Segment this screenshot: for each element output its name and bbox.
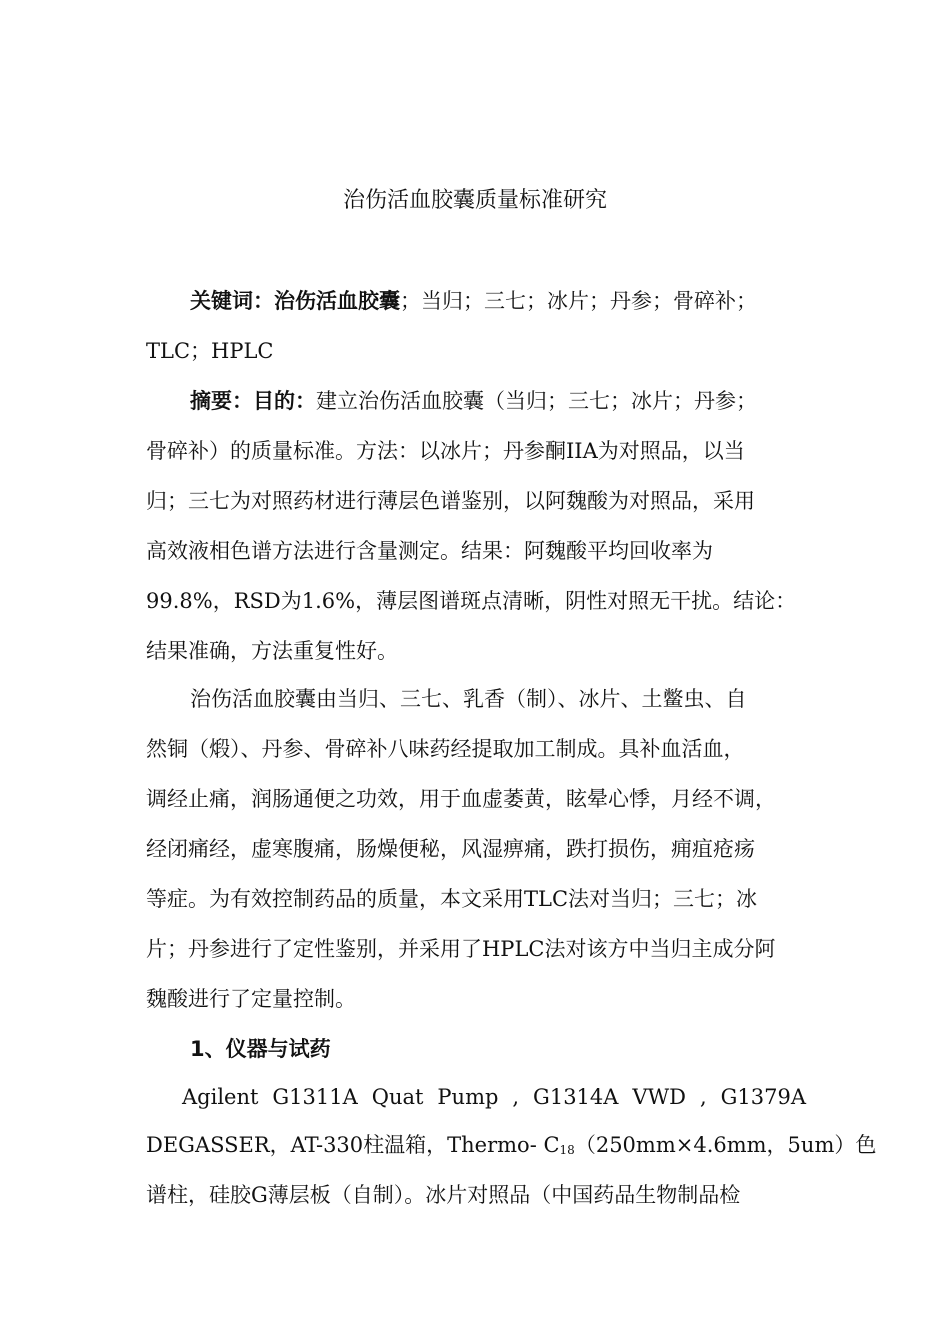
intro-line-5: 等症。为有效控制药品的质量，本文采用TLC法对当归；三七；冰: [146, 887, 758, 911]
abstract-text-b: （当归；三七；冰片；丹参；: [484, 389, 757, 413]
intro-line-1: [190, 674, 816, 724]
document-title: 治伤活血胶囊质量标准研究: [342, 188, 607, 213]
intro-line-2: 然铜（煅）、丹参、骨碎补八味药经提取加工制成。具补血活血，: [146, 737, 745, 761]
section-1-line-3: 谱柱，硅胶G薄层板（自制）。冰片对照品（中国药品生物制品检: [146, 1183, 741, 1207]
section-1-line-2-a: DEGASSER，AT-330柱温箱，Thermo- C: [146, 1133, 560, 1157]
abstract-line-5: 99.8%，RSD为1.6%，薄层图谱斑点清晰，阴性对照无干扰。结论：: [146, 589, 797, 613]
abstract-line-1: [190, 376, 816, 426]
intro-text: 由当归、三七、乳香（制）、冰片、土鳖虫、自: [316, 687, 747, 711]
abstract-line-4: 高效液相色谱方法进行含量测定。结果：阿魏酸平均回收率为: [146, 539, 713, 563]
intro-line-3: 调经止痛，润肠通便之功效，用于血虚萎黄，眩晕心悸，月经不调，: [146, 787, 776, 811]
abstract-line-2: 骨碎补）的质量标准。方法：以冰片；丹参酮IIA为对照品，以当: [146, 439, 745, 463]
intro-line-4: 经闭痛经，虚寒腹痛，肠燥便秘，风湿痹痛，跌打损伤，痈疽疮疡: [146, 837, 755, 861]
section-1-line-1: Agilent G1311A Quat Pump , G1314A VWD , G1379A: [182, 1085, 806, 1109]
keywords-line-1: [190, 276, 816, 326]
section-1-heading: 1、仪器与试药: [190, 1037, 331, 1061]
intro-line-6: 片；丹参进行了定性鉴别，并采用了HPLC法对该方中当归主成分阿: [146, 937, 776, 961]
keywords-first-term: 治伤活血胶囊: [274, 289, 400, 313]
keywords-label: 关键词：: [190, 289, 274, 313]
abstract-label: 摘要：: [190, 389, 253, 413]
abstract-aim-label: 目的：: [253, 389, 316, 413]
abstract-term: 治伤活血胶囊: [358, 389, 484, 413]
section-1-subscript: 18: [559, 1143, 575, 1157]
section-1-line-2: [146, 1120, 877, 1170]
intro-line-7: 魏酸进行了定量控制。: [146, 987, 356, 1011]
keywords-line-2: TLC；HPLC: [146, 339, 274, 363]
keywords-rest: ；当归；三七；冰片；丹参；骨碎补；: [400, 289, 757, 313]
section-1-line-2-b: （250mm×4.6mm，5um）色: [574, 1133, 877, 1157]
abstract-text-a: 建立: [316, 389, 358, 413]
abstract-line-6: 结果准确，方法重复性好。: [146, 639, 398, 663]
abstract-line-3: 归；三七为对照药材进行薄层色谱鉴别，以阿魏酸为对照品，采用: [146, 489, 755, 513]
intro-term: 治伤活血胶囊: [190, 687, 316, 711]
